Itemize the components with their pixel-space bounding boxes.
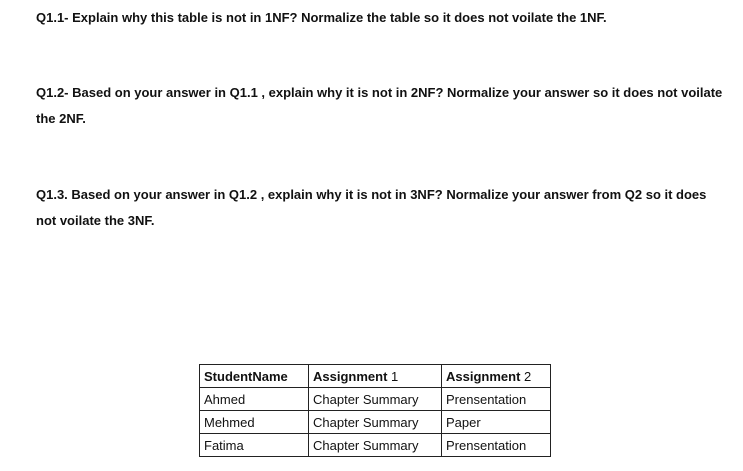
cell-student-name: Mehmed bbox=[200, 411, 309, 434]
cell-student-name: Fatima bbox=[200, 434, 309, 457]
cell-assignment-1: Chapter Summary bbox=[309, 434, 442, 457]
header-assignment-2: Assignment 2 bbox=[442, 365, 551, 388]
cell-assignment-2: Prensentation bbox=[442, 388, 551, 411]
cell-assignment-1: Chapter Summary bbox=[309, 411, 442, 434]
cell-assignment-2: Paper bbox=[442, 411, 551, 434]
question-1-3: Q1.3. Based on your answer in Q1.2 , explain why it is not in 3NF? Normalize your answer from Q2 so it does not voilate the 3NF. bbox=[36, 187, 707, 228]
header-assignment-1: Assignment 1 bbox=[309, 365, 442, 388]
table-row bbox=[200, 411, 551, 434]
cell-assignment-1: Chapter Summary bbox=[309, 388, 442, 411]
student-assignments-table bbox=[199, 364, 551, 457]
question-1-2: Q1.2- Based on your answer in Q1.1 , explain why it is not in 2NF? Normalize your answer so it does not voilate the 2NF. bbox=[36, 85, 723, 126]
question-1-1: Q1.1- Explain why this table is not in 1NF? Normalize the table so it does not voilate the 1NF. bbox=[36, 10, 607, 25]
table-row bbox=[200, 434, 551, 457]
cell-assignment-2: Prensentation bbox=[442, 434, 551, 457]
table-row bbox=[200, 388, 551, 411]
header-student-name: StudentName bbox=[200, 365, 309, 388]
cell-student-name: Ahmed bbox=[200, 388, 309, 411]
table-header-row bbox=[200, 365, 551, 388]
